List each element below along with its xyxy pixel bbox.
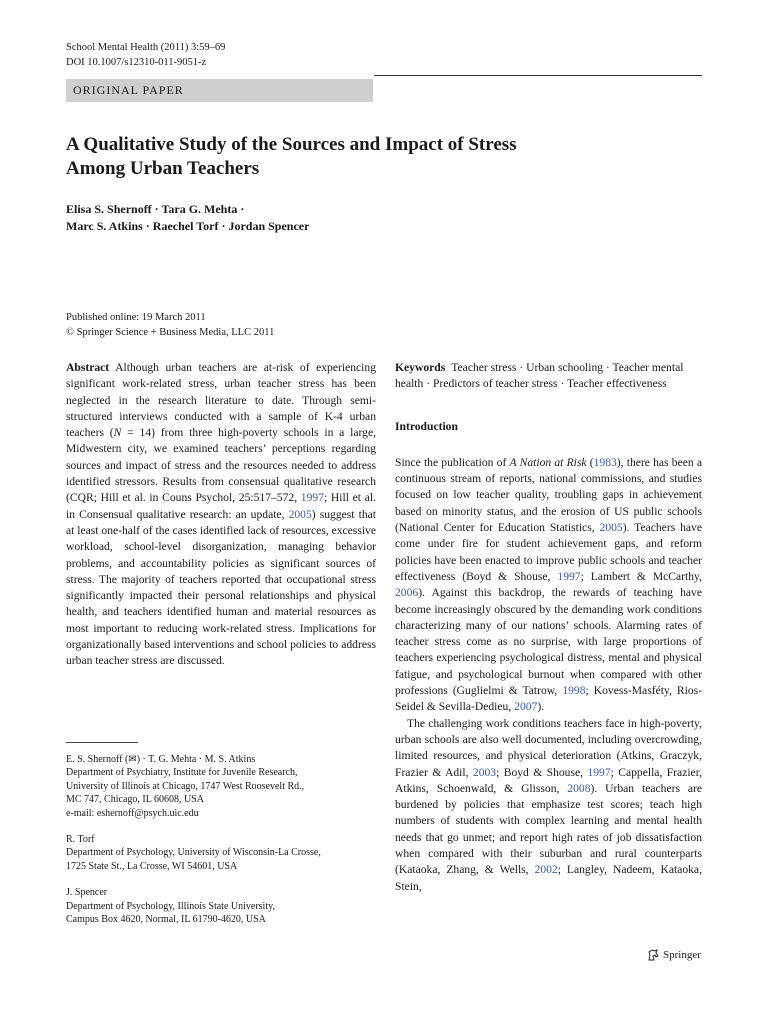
citation-link[interactable]: 2005 — [599, 521, 623, 535]
citation-link[interactable]: 2007 — [514, 700, 538, 714]
citation-link[interactable]: 2006 — [395, 586, 419, 600]
affiliation-block: J. Spencer Department of Psychology, Illinois State University, Campus Box 4620, Normal, IL 61790-4620, USA — [66, 887, 275, 926]
published-date: Published online: 19 March 2011 — [66, 312, 206, 323]
citation-link[interactable]: 2003 — [472, 765, 497, 779]
author-list — [66, 201, 309, 235]
citation-link[interactable]: 2002 — [534, 863, 558, 877]
title-line-1: A Qualitative Study of the Sources and Impact of Stress — [66, 134, 517, 155]
intro-paragraph-1: Since the publication of A Nation at Risk (1983), there has been a continuous stream of reports, national commissions, and studies focused on low teacher quality, troubling gaps in achievement based on minority status, and the erosion of US public schools (National Center for Education Statistics, 2005). Teachers have come under fire for student achievement gaps, and reform policies have been enacted to improve public schools and teacher effectiveness (Boyd & Shouse, 1997; Lambert & McCarthy, 2006). Against this backdrop, the rewards of teaching have become increasingly obscured by the demanding work conditions characterizing many of our nations’ schools. Alarming rates of teacher stress come as no surprise, with large proportions of teachers experiencing psychological distress, mental and physical fatigue, and psychological burnout when compared with other professions (Guglielmi & Tatrow, 1998; Kovess-Masféty, Rios-Seidel & Sevilla-Dedieu, 2007). — [395, 455, 703, 714]
paper-title — [66, 133, 686, 181]
doi-link[interactable]: DOI 10.1007/s12310-011-9051-z — [66, 57, 207, 68]
intro-paragraph-2: The challenging work conditions teachers face in high-poverty, urban schools are also well documented, including overcrowding, limited resources, and physical deterioration (Atkins, Graczyk, Frazier & Adil, 2003; Boyd & Shouse, 1997; Cappella, Frazier, Atkins, Schoenwald, & Glisson, 2008). Urban teachers are burdened by policies that emphasize test scores; teach high numbers of students with complex learning and mental health needs that go unmet; and report high rates of job dissatisfaction when compared with their suburban and rural counterparts (Kataoka, Zhang, & Wells, 2002; Langley, Nadeem, Kataoka, Stein, — [395, 716, 703, 893]
journal-citation: School Mental Health (2011) 3:59–69 — [66, 42, 226, 53]
abstract-label: Abstract — [66, 361, 110, 374]
citation-link[interactable]: 2005 — [288, 507, 312, 521]
citation-link[interactable]: 1983 — [593, 455, 617, 469]
footnote-rule — [66, 742, 138, 743]
keywords: Keywords Teacher stress · Urban schooling · Teacher mental health · Predictors of teacher stress · Teacher effectiveness — [395, 361, 684, 391]
section-heading-introduction: Introduction — [395, 419, 458, 433]
springer-horse-icon — [646, 948, 660, 962]
header-rule — [374, 75, 702, 76]
publisher-footer — [646, 948, 701, 962]
article-type-banner: ORIGINAL PAPER — [66, 79, 373, 102]
citation-link[interactable]: 2008 — [567, 781, 591, 795]
authors-line-1: Elisa S. Shernoff · Tara G. Mehta · — [66, 202, 245, 216]
citation-link[interactable]: 1997 — [557, 569, 581, 583]
publisher-name: Springer — [663, 949, 701, 961]
title-line-2: Among Urban Teachers — [66, 158, 260, 179]
affiliation-block: R. Torf Department of Psychology, University of Wisconsin-La Crosse, 1725 State St., La Crosse, WI 54601, USA — [66, 834, 321, 872]
abstract-column — [66, 360, 376, 670]
authors-line-2: Marc S. Atkins · Raechel Torf · Jordan Spencer — [66, 219, 310, 233]
keywords-label: Keywords — [395, 361, 446, 374]
citation-link[interactable]: 1998 — [562, 684, 586, 698]
citation-link[interactable]: 1997 — [300, 491, 324, 505]
right-column — [395, 360, 702, 895]
email-link[interactable]: e-mail: eshernoff@psych.uic.edu — [66, 807, 199, 819]
citation-link[interactable]: 1997 — [587, 765, 611, 779]
copyright-notice: © Springer Science + Business Media, LLC 2011 — [66, 327, 275, 338]
publication-info — [66, 310, 274, 340]
journal-header — [66, 40, 225, 70]
abstract-text: Abstract Although urban teachers are at-risk of experiencing significant work-related stress, urban teacher stress has been neglected in the research literature to date. Through semi-structured interviews conducted with a sample of K-4 urban teachers (N = 14) from three high-poverty schools in a large, Midwestern city, we examined teachers’ perceptions regarding sources and impact of stress and the resources needed to address identified stressors. Results from consensual qualitative research (CQR; Hill et al. in Couns Psychol, 25:517–572, 1997; Hill et al. in Consensual qualitative research: an update, 2005) suggest that at least one-half of the cases identified lack of resources, excessive workload, school-level disorganization, managing behavior problems, and accountability policies as significant sources of stress. The majority of teachers reported that occupational stress significantly impacted their personal relationships and physical health, and teachers identified human and material resources as most important to reducing work-related stress. Implications for organizationally based interventions and school policies to address urban teacher stress are discussed. — [66, 361, 376, 668]
affiliation-block: E. S. Shernoff (✉) · T. G. Mehta · M. S. Atkins Department of Psychiatry, Institute for Juvenile Research, University of Illinois at Chicago, 1747 West Roosevelt Rd., MC 747, Chicago, IL 60608, USA e-mail: eshernoff@psych.uic.edu — [66, 753, 376, 820]
affiliations — [66, 753, 376, 939]
